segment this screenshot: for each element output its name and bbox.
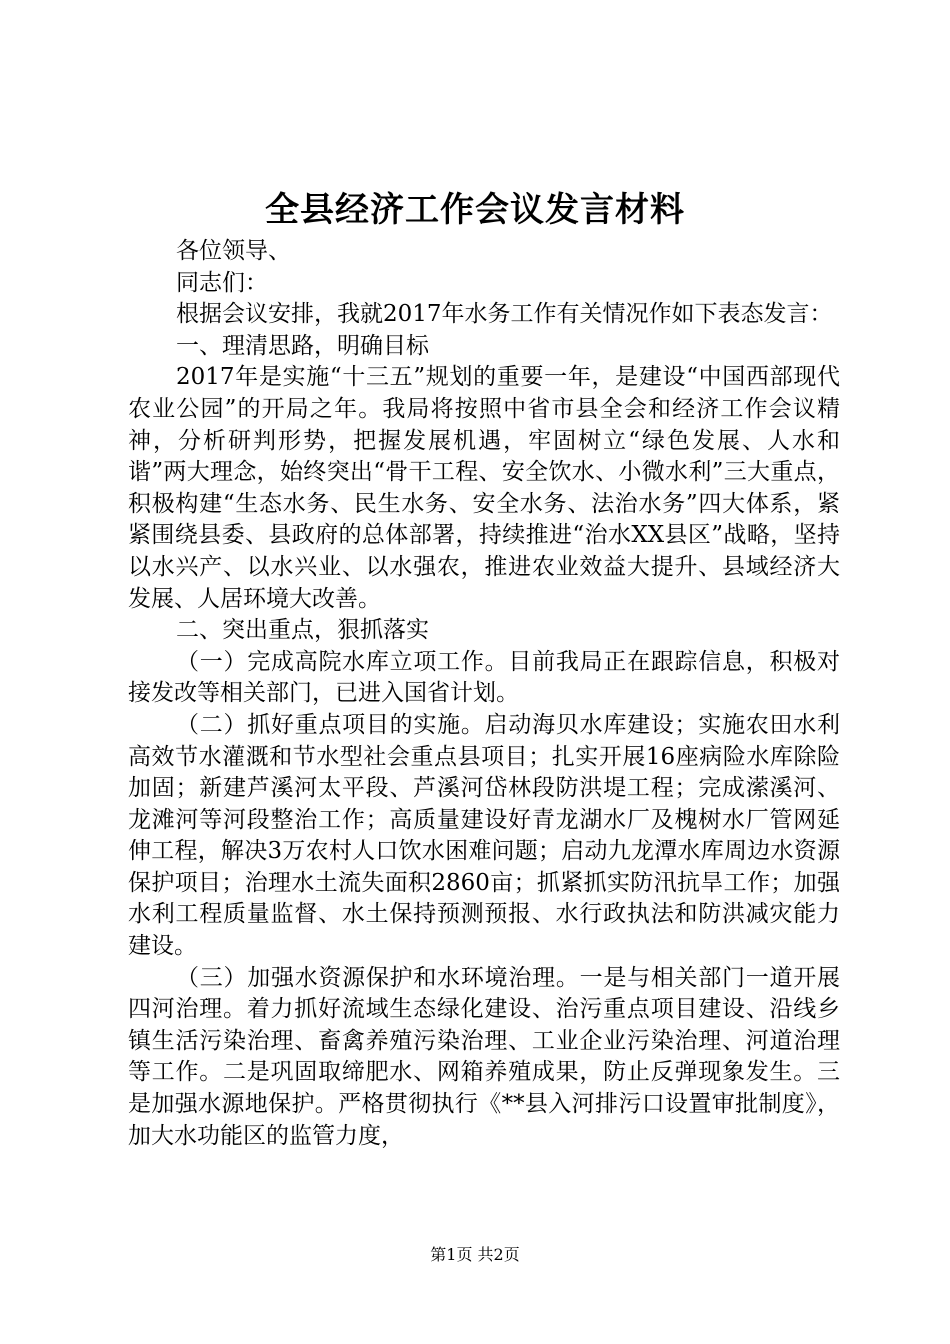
section-heading-2: 二、突出重点，狠抓落实: [176, 617, 429, 644]
page-number-footer: 第1页 共2页: [430, 1245, 520, 1264]
intro-paragraph: 根据会议安排，我就2017年水务工作有关情况作如下表态发言：: [176, 301, 833, 328]
item-3-paragraph: （三）加强水资源保护和水环境治理。一是与相关部门一道开展四河治理。着力抓好流域生态绿化建设、治污重点项目建设、沿线乡镇生活污染治理、畜禽养殖污染治理、工业企业污染治理、河道治理等工作。二是巩固取缔肥水、网箱养殖成果，防止反弹现象发生。三是加强水源地保护。严格贯彻执行《**县入河排污口设置审批制度》，加大水功能区的监管力度，: [128, 964, 840, 1149]
salutation-comrades: 同志们：: [176, 269, 268, 296]
salutation-leaders: 各位领导、: [176, 238, 291, 264]
item-1-paragraph: （一）完成高院水库立项工作。目前我局正在跟踪信息，积极对接发改等相关部门，已进入国省计划。: [128, 648, 840, 707]
section-1-paragraph: 2017年是实施“十三五”规划的重要一年，是建设“中国西部现代农业公园”的开局之年。我局将按照中省市县全会和经济工作会议精神，分析研判形势，把握发展机遇，牢固树立“绿色发展、人水和谐”两大理念，始终突出“骨干工程、安全饮水、小微水利”三大重点，积极构建“生态水务、民生水务、安全水务、法治水务”四大体系，紧紧围绕县委、县政府的总体部署，持续推进“治水XX县区”战略，坚持以水兴产、以水兴业、以水强农，推进农业效益大提升、县域经济大发展、人居环境大改善。: [128, 364, 840, 612]
document-title: 全县经济工作会议发言材料: [265, 190, 685, 230]
item-2-paragraph: （二）抓好重点项目的实施。启动海贝水库建设；实施农田水利高效节水灌溉和节水型社会重点县项目；扎实开展16座病险水库除险加固；新建芦溪河太平段、芦溪河岱林段防洪堤工程；完成潆溪河、龙滩河等河段整治工作；高质量建设好青龙湖水厂及槐树水厂管网延伸工程，解决3万农村人口饮水困难问题；启动九龙潭水库周边水资源保护项目；治理水土流失面积2860亩；抓紧抓实防汛抗旱工作；加强水利工程质量监督、水土保持预测预报、水行政执法和防洪减灾能力建设。: [128, 711, 840, 960]
document-body: [128, 236, 840, 1152]
section-heading-1: 一、理清思路，明确目标: [176, 332, 429, 359]
